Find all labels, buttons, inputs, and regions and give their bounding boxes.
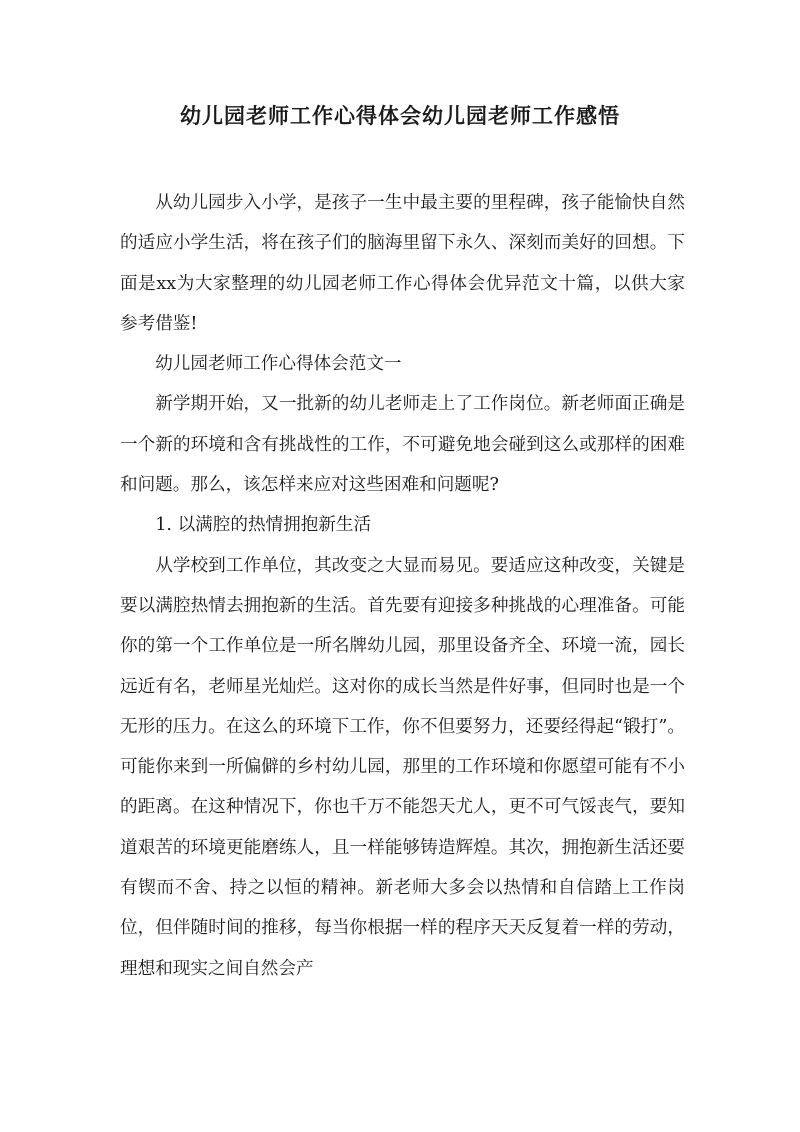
document-body bbox=[120, 183, 685, 989]
section-heading-sample-one: 幼儿园老师工作心得体会范文一 bbox=[155, 354, 402, 375]
body-paragraph: 新学期开始，又一批新的幼儿老师走上了工作岗位。新老师面正确是一个新的环境和含有挑战性的工作，不可避免地会碰到这么或那样的困难和问题。那么，该怎样来应对这些困难和问题呢? bbox=[120, 394, 685, 496]
body-paragraph: 从学校到工作单位，其改变之大显而易见。要适应这种改变，关键是要以满腔热情去拥抱新的生活。首先要有迎接多种挑战的心理准备。可能你的第一个工作单位是一所名牌幼儿园，那里设备齐全、环境一流，园长远近有名，老师星光灿烂。这对你的成长当然是件好事，但同时也是一个无形的压力。在这么的环境下工作，你不但要努力，还要经得起“锻打”。可能你来到一所偏僻的乡村幼儿园，那里的工作环境和你愿望可能有不小的距离。在这种情况下，你也千万不能怨天尤人，更不可气馁丧气，要知道艰苦的环境更能磨练人，且一样能够铸造辉煌。其次，拥抱新生活还要有锲而不舍、持之以恒的精神。新老师大多会以热情和自信踏上工作岗位，但伴随时间的推移，每当你根据一样的程序天天反复着一样的劳动，理想和现实之间自然会产 bbox=[120, 555, 685, 979]
subheading-point-one: 1. 以满腔的热情拥抱新生活 bbox=[155, 515, 372, 536]
document-title: 幼儿园老师工作心得体会幼儿园老师工作感悟 bbox=[180, 103, 620, 128]
intro-paragraph: 从幼儿园步入小学，是孩子一生中最主要的里程碑，孩子能愉快自然的适应小学生活，将在孩子们的脑海里留下永久、深刻而美好的回想。下面是xx为大家整理的幼儿园老师工作心得体会优异范文十篇，以供大家参考借鉴! bbox=[120, 193, 685, 334]
